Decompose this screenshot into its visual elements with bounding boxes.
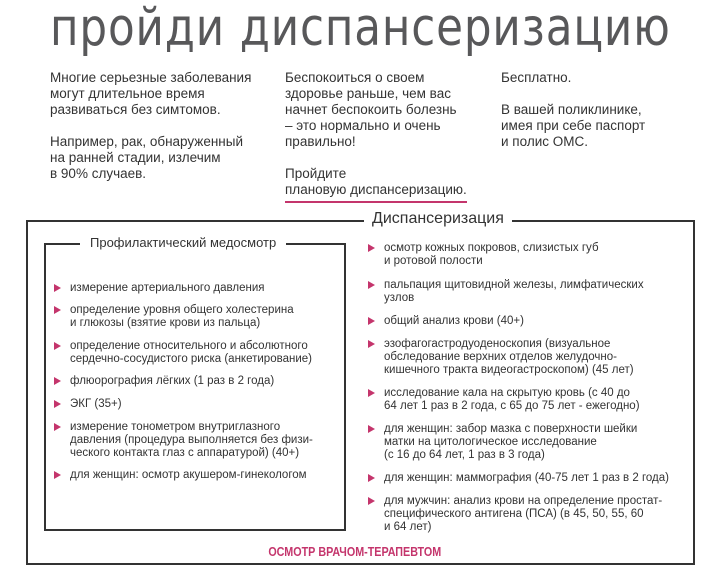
triangle-bullet-icon [54,423,61,431]
list-item: определение относительного и абсолютного сердечно-сосудистого риска (анкетирование) [54,340,344,366]
intro-paragraph: Бесплатно. [501,70,572,85]
intro-column-1 [50,70,275,198]
medosmotr-list [54,282,344,482]
triangle-bullet-icon [368,317,375,325]
list-item: общий анализ крови (40+) [368,315,678,328]
triangle-bullet-icon [54,306,61,314]
medosmotr-title: Профилактический медосмотр [80,234,286,252]
intro-column-3 [501,70,701,166]
triangle-bullet-icon [54,377,61,385]
intro-call-to-action [285,166,490,203]
list-item: для женщин: осмотр акушером-гинекологом [54,469,344,482]
triangle-bullet-icon [368,389,375,397]
dispanserization-link[interactable]: плановую диспансеризацию. [285,182,467,203]
page-title: пройди диспансеризацию [50,0,671,58]
cta-line: Пройдите [285,166,347,181]
intro-paragraph: Многие серьезные заболевания могут длительное время развиваться без симтомов. [50,70,252,117]
intro-paragraph: В вашей поликлинике, имея при себе паспорт и полис ОМС. [501,102,646,149]
list-item: пальпация щитовидной железы, лимфатических узлов [368,279,678,305]
triangle-bullet-icon [54,284,61,292]
triangle-bullet-icon [54,342,61,350]
triangle-bullet-icon [368,425,375,433]
intro-paragraph: Например, рак, обнаруженный на ранней стадии, излечим в 90% случаев. [50,134,243,181]
triangle-bullet-icon [368,244,375,252]
list-item: ЭКГ (35+) [54,398,344,411]
list-item: осмотр кожных покровов, слизистых губ и ротовой полости [368,242,678,268]
right-checklist [368,242,678,534]
list-item: измерение артериального давления [54,282,344,295]
list-item: определение уровня общего холестерина и глюкозы (взятие крови из пальца) [54,304,344,330]
list-item: для женщин: маммография (40-75 лет 1 раз в 2 года) [368,472,678,485]
list-item: для женщин: забор мазка с поверхности шейки матки на цитологическое исследование (с 16 до 64 лет, 1 раз в 3 года) [368,423,678,462]
list-item: эзофагогастродуоденоскопия (визуальное обследование верхних отделов желудочно- кишечного тракта видеогастроскопом) (45 лет) [368,338,678,377]
therapist-exam-label: ОСМОТР ВРАЧОМ-ТЕРАПЕВТОМ [258,543,452,561]
triangle-bullet-icon [368,497,375,505]
triangle-bullet-icon [368,281,375,289]
list-item: исследование кала на скрытую кровь (с 40 до 64 лет 1 раз в 2 года, с 65 до 75 лет - ежегодно) [368,387,678,413]
triangle-bullet-icon [54,471,61,479]
list-item: измерение тонометром внутриглазного давления (процедура выполняется без физи- ческого контакта глаз с аппаратурой) (40+) [54,421,344,460]
intro-paragraph: Беспокоиться о своем здоровье раньше, чем вас начнет беспокоить болезнь – это нормально и очень правильно! [285,70,457,149]
section-title: Диспансеризация [364,208,512,230]
triangle-bullet-icon [368,474,375,482]
list-item: для мужчин: анализ крови на определение простат- специфического антигена (ПСА) (в 45, 50, 55, 60 и 64 лет) [368,495,678,534]
triangle-bullet-icon [368,340,375,348]
triangle-bullet-icon [54,400,61,408]
list-item: флюорография лёгких (1 раз в 2 года) [54,375,344,388]
intro-column-2 [285,70,490,219]
